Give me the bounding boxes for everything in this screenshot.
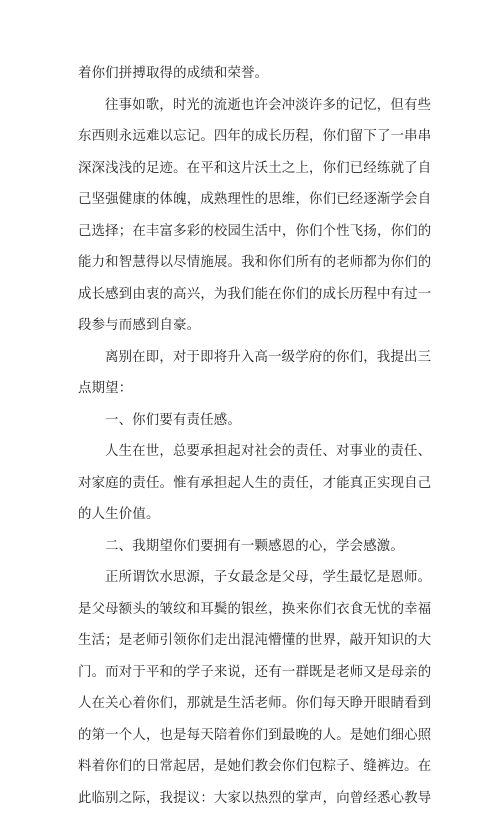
text-line: 人生在世，总要承担起对社会的责任、对事业的责任、 — [78, 436, 430, 468]
text-line: 着你们拼搏取得的成绩和荣誉。 — [78, 58, 430, 90]
text-line: 的第一个人，也是每天陪着你们到最晚的人。是她们细心照 — [78, 720, 430, 752]
text-line: 己坚强健康的体魄，成熟理性的思维，你们已经逐渐学会自 — [78, 184, 430, 216]
body-text — [78, 58, 430, 814]
text-line: 往事如歌，时光的流逝也许会冲淡许多的记忆，但有些 — [78, 90, 430, 122]
text-line: 料着你们的日常起居，是她们教会你们包粽子、缝裤边。在 — [78, 751, 430, 783]
text-line: 此临别之际，我提议：大家以热烈的掌声，向曾经悉心教导 — [78, 783, 430, 814]
text-line: 成长感到由衷的高兴，为我们能在你们的成长历程中有过一 — [78, 279, 430, 311]
text-line: 是父母额头的皱纹和耳鬓的银丝，换来你们衣食无忧的幸福 — [78, 594, 430, 626]
text-line: 东西则永远难以忘记。四年的成长历程，你们留下了一串串 — [78, 121, 430, 153]
text-line: 深深浅浅的足迹。在平和这片沃土之上，你们已经练就了自 — [78, 153, 430, 185]
text-line: 对家庭的责任。惟有承担起人生的责任，才能真正实现自己 — [78, 468, 430, 500]
text-line: 离别在即，对于即将升入高一级学府的你们，我提出三 — [78, 342, 430, 374]
section-heading: 二、我期望你们要拥有一颗感恩的心，学会感激。 — [78, 531, 430, 563]
text-line: 能力和智慧得以尽情施展。我和你们所有的老师都为你们的 — [78, 247, 430, 279]
text-line: 段参与而感到自豪。 — [78, 310, 430, 342]
section-heading: 一、你们要有责任感。 — [78, 405, 430, 437]
text-line: 生活；是老师引领你们走出混沌懵懂的世界，敲开知识的大 — [78, 625, 430, 657]
text-line: 人在关心着你们，那就是生活老师。你们每天睁开眼睛看到 — [78, 688, 430, 720]
text-line: 的人生价值。 — [78, 499, 430, 531]
text-line: 门。而对于平和的学子来说，还有一群既是老师又是母亲的 — [78, 657, 430, 689]
text-line: 点期望： — [78, 373, 430, 405]
text-line: 己选择；在丰富多彩的校园生活中，你们个性飞扬，你们的 — [78, 216, 430, 248]
text-line: 正所谓饮水思源，子女最念是父母，学生最忆是恩师。 — [78, 562, 430, 594]
